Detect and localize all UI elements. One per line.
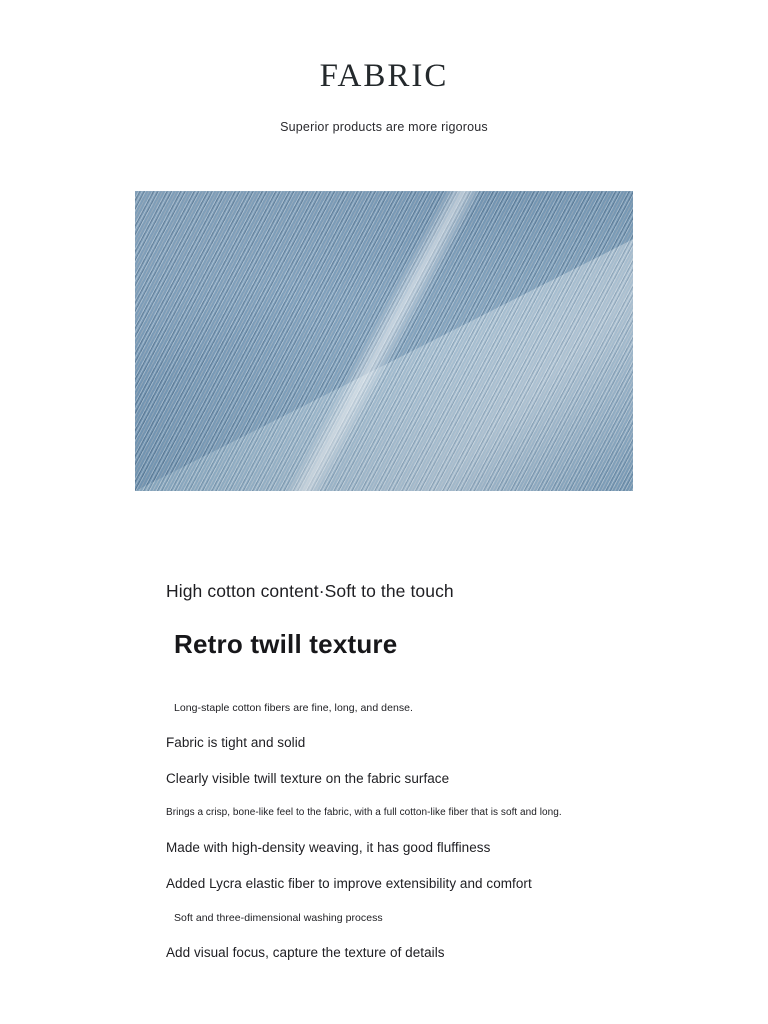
list-item: Brings a crisp, bone-like feel to the fabric, with a full cotton-like fiber that is soft and long. — [166, 807, 562, 819]
list-item: Soft and three-dimensional washing process — [174, 912, 383, 925]
hero-image-container — [0, 191, 768, 491]
list-item: Long-staple cotton fibers are fine, long, and dense. — [174, 702, 414, 715]
lead-text: High cotton content·Soft to the touch — [166, 581, 454, 602]
list-item: Made with high-density weaving, it has good fluffiness — [166, 840, 491, 856]
list-item: Fabric is tight and solid — [166, 735, 306, 751]
list-item: Add visual focus, capture the texture of details — [166, 945, 445, 961]
denim-fabric-image — [135, 191, 633, 491]
page-title: FABRIC — [319, 58, 449, 94]
copy-block — [0, 491, 768, 981]
list-item: Clearly visible twill texture on the fabric surface — [166, 771, 450, 787]
headline-text: Retro twill texture — [174, 629, 398, 660]
feature-list — [166, 660, 768, 981]
page-header — [0, 0, 768, 134]
page-subtitle: Superior products are more rigorous — [280, 120, 488, 135]
list-item: Added Lycra elastic fiber to improve extensibility and comfort — [166, 876, 532, 892]
